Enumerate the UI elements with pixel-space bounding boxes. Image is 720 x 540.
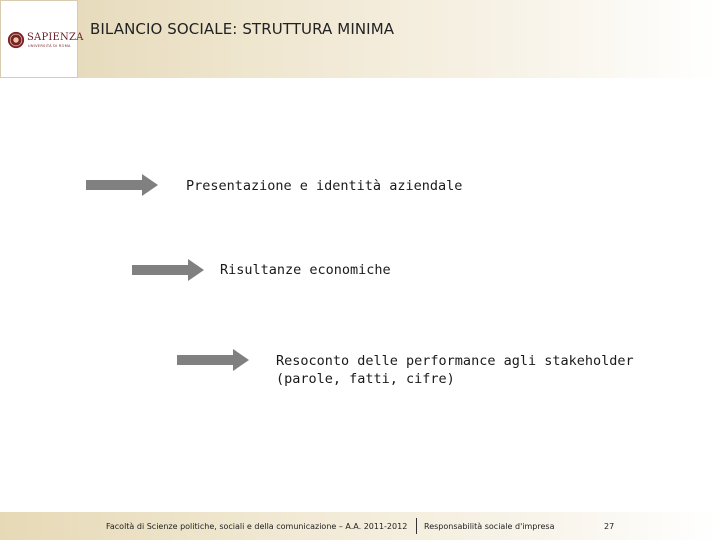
right-arrow-icon — [132, 257, 204, 283]
university-logo — [0, 0, 84, 78]
item-economic-results: Risultanze economiche — [220, 262, 391, 278]
item-stakeholder-report — [276, 352, 634, 388]
slide-footer — [0, 512, 720, 540]
sapienza-seal-icon — [7, 31, 25, 49]
footer-faculty: Facoltà di Scienze politiche, sociali e della comunicazione – A.A. 2011-2012 — [106, 522, 408, 531]
slide-title: BILANCIO SOCIALE: STRUTTURA MINIMA — [90, 20, 395, 38]
right-arrow-icon — [86, 172, 158, 198]
item-identity: Presentazione e identità aziendale — [186, 178, 463, 194]
item-stakeholder-line-1: Resoconto delle performance agli stakeholder — [276, 353, 634, 369]
page-number: 27 — [604, 522, 615, 531]
footer-divider — [416, 518, 417, 534]
footer-course: Responsabilità sociale d'impresa — [424, 522, 555, 531]
slide-header — [0, 0, 720, 78]
logo-subtitle: UNIVERSITÀ DI ROMA — [28, 44, 71, 48]
right-arrow-icon — [177, 347, 249, 373]
item-stakeholder-line-2: (parole, fatti, cifre) — [276, 371, 455, 387]
logo-wordmark: SAPIENZA — [27, 32, 84, 43]
